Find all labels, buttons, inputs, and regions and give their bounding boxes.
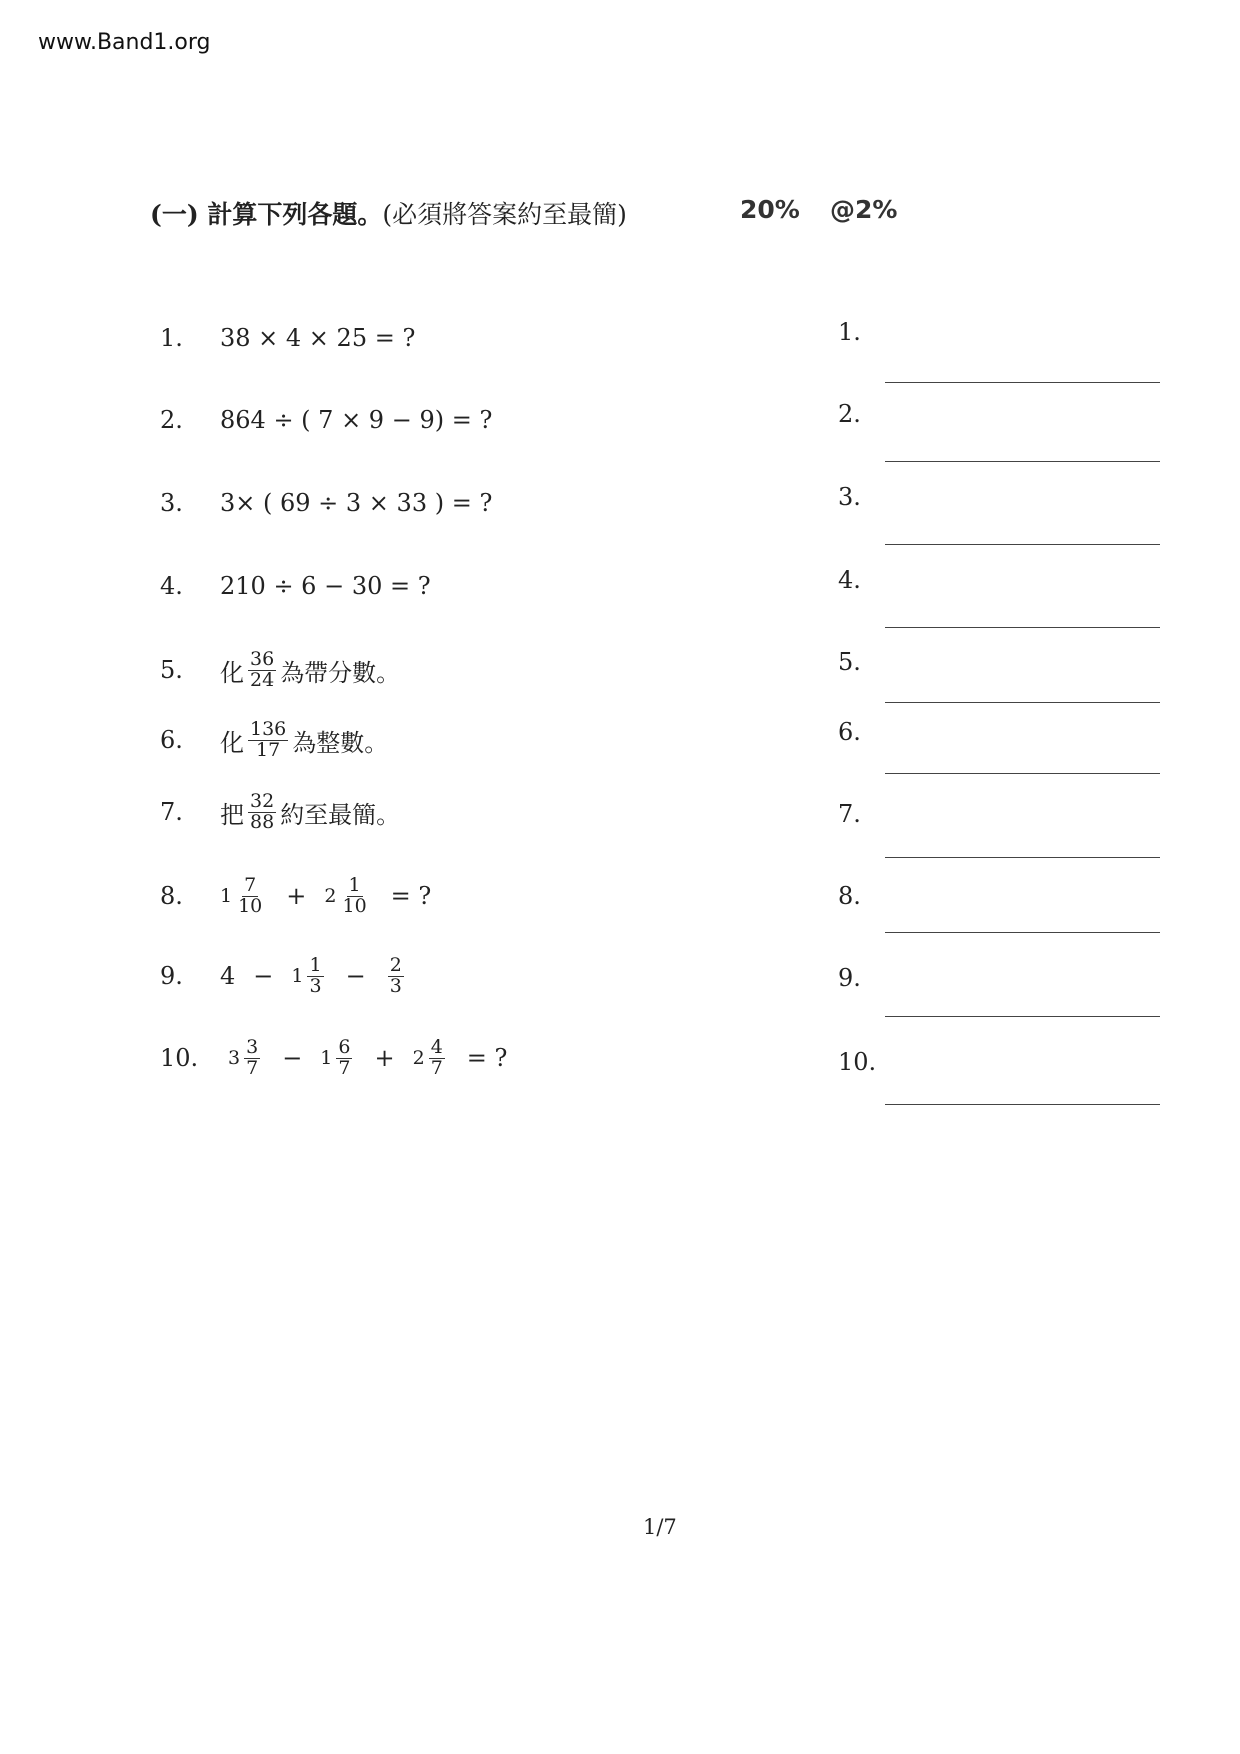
question-instruction: 約至最簡。	[280, 800, 401, 829]
question-number: 5.	[160, 656, 183, 684]
question-expression: 3× ( 69 ÷ 3 × 33 ) = ?	[220, 489, 493, 517]
answer-line-7[interactable]	[885, 857, 1160, 858]
equals-question: = ?	[466, 1044, 508, 1072]
question-9	[160, 948, 408, 1004]
question-number: 10.	[160, 1044, 199, 1072]
fraction	[307, 953, 323, 997]
question-instruction: 為整數。	[292, 728, 389, 757]
answer-label-10: 10.	[838, 1048, 877, 1076]
answer-label-2: 2.	[838, 400, 861, 428]
fraction	[236, 873, 264, 917]
question-1	[160, 310, 415, 366]
question-expression: 864 ÷ ( 7 × 9 − 9) = ?	[220, 406, 493, 434]
denominator: 10	[238, 894, 263, 917]
watermark-url: www.Band1.org	[38, 30, 211, 55]
question-number: 7.	[160, 798, 183, 826]
question-5	[160, 642, 400, 698]
fraction	[340, 873, 368, 917]
question-number: 4.	[160, 572, 183, 600]
answer-label-3: 3.	[838, 483, 861, 511]
operator: +	[286, 882, 307, 910]
mixed-whole: 1	[220, 885, 233, 907]
question-number: 2.	[160, 406, 183, 434]
question-verb: 化	[220, 728, 244, 757]
numerator: 4	[430, 1035, 443, 1058]
question-expression: 210 ÷ 6 − 30 = ?	[220, 572, 431, 600]
denominator: 17	[256, 738, 281, 761]
numerator: 2	[389, 953, 402, 976]
question-8	[160, 868, 431, 924]
question-number: 8.	[160, 882, 183, 910]
fraction	[248, 647, 276, 691]
answer-label-1: 1.	[838, 318, 861, 346]
question-verb: 化	[220, 658, 244, 687]
denominator: 3	[389, 974, 402, 997]
question-2	[160, 392, 492, 448]
denominator: 3	[309, 974, 322, 997]
question-number: 9.	[160, 962, 183, 990]
equals-question: = ?	[390, 882, 432, 910]
operator: −	[282, 1044, 303, 1072]
answer-line-4[interactable]	[885, 627, 1160, 628]
mixed-whole: 3	[228, 1047, 241, 1069]
answer-label-8: 8.	[838, 882, 861, 910]
mixed-whole: 1	[320, 1047, 333, 1069]
numerator: 1	[348, 873, 361, 896]
question-7	[160, 784, 400, 840]
denominator: 88	[250, 810, 275, 833]
answer-line-1[interactable]	[885, 382, 1160, 383]
numerator: 36	[250, 647, 275, 670]
numerator: 1	[309, 953, 322, 976]
answer-label-5: 5.	[838, 648, 861, 676]
denominator: 7	[338, 1056, 351, 1079]
fraction	[248, 717, 288, 761]
question-10	[160, 1030, 507, 1086]
operator: −	[253, 962, 274, 990]
numerator: 32	[250, 789, 275, 812]
answer-line-8[interactable]	[885, 932, 1160, 933]
numerator: 3	[246, 1035, 259, 1058]
operator: +	[374, 1044, 395, 1072]
section-heading	[150, 195, 627, 231]
fraction	[388, 953, 404, 997]
page-number: 1/7	[643, 1515, 677, 1539]
mixed-whole: 2	[324, 885, 337, 907]
numerator: 7	[244, 873, 257, 896]
question-6	[160, 712, 388, 768]
question-instruction: 為帶分數。	[280, 658, 401, 687]
fraction	[336, 1035, 352, 1079]
answer-label-9: 9.	[838, 964, 861, 992]
fraction	[429, 1035, 445, 1079]
marks-each: @2%	[830, 195, 898, 224]
answer-line-5[interactable]	[885, 702, 1160, 703]
question-verb: 把	[220, 800, 244, 829]
denominator: 24	[250, 668, 275, 691]
question-4	[160, 558, 431, 614]
denominator: 7	[246, 1056, 259, 1079]
fraction	[244, 1035, 260, 1079]
numerator: 136	[250, 717, 287, 740]
fraction	[248, 789, 276, 833]
operand: 4	[220, 962, 236, 990]
answer-line-3[interactable]	[885, 544, 1160, 545]
question-number: 3.	[160, 489, 183, 517]
mixed-whole: 2	[412, 1047, 425, 1069]
answer-line-9[interactable]	[885, 1016, 1160, 1017]
denominator: 10	[342, 894, 367, 917]
answer-line-6[interactable]	[885, 773, 1160, 774]
denominator: 7	[430, 1056, 443, 1079]
question-expression: 38 × 4 × 25 = ?	[220, 324, 416, 352]
answer-label-6: 6.	[838, 718, 861, 746]
section-title: (一) 計算下列各題。	[150, 200, 383, 229]
answer-line-10[interactable]	[885, 1104, 1160, 1105]
mixed-whole: 1	[291, 965, 304, 987]
section-note: (必須將答案約至最簡)	[382, 200, 627, 229]
answer-line-2[interactable]	[885, 461, 1160, 462]
operator: −	[345, 962, 366, 990]
question-3	[160, 475, 492, 531]
numerator: 6	[338, 1035, 351, 1058]
total-marks: 20%	[740, 195, 800, 224]
question-number: 6.	[160, 726, 183, 754]
answer-label-7: 7.	[838, 800, 861, 828]
question-number: 1.	[160, 324, 183, 352]
answer-label-4: 4.	[838, 566, 861, 594]
